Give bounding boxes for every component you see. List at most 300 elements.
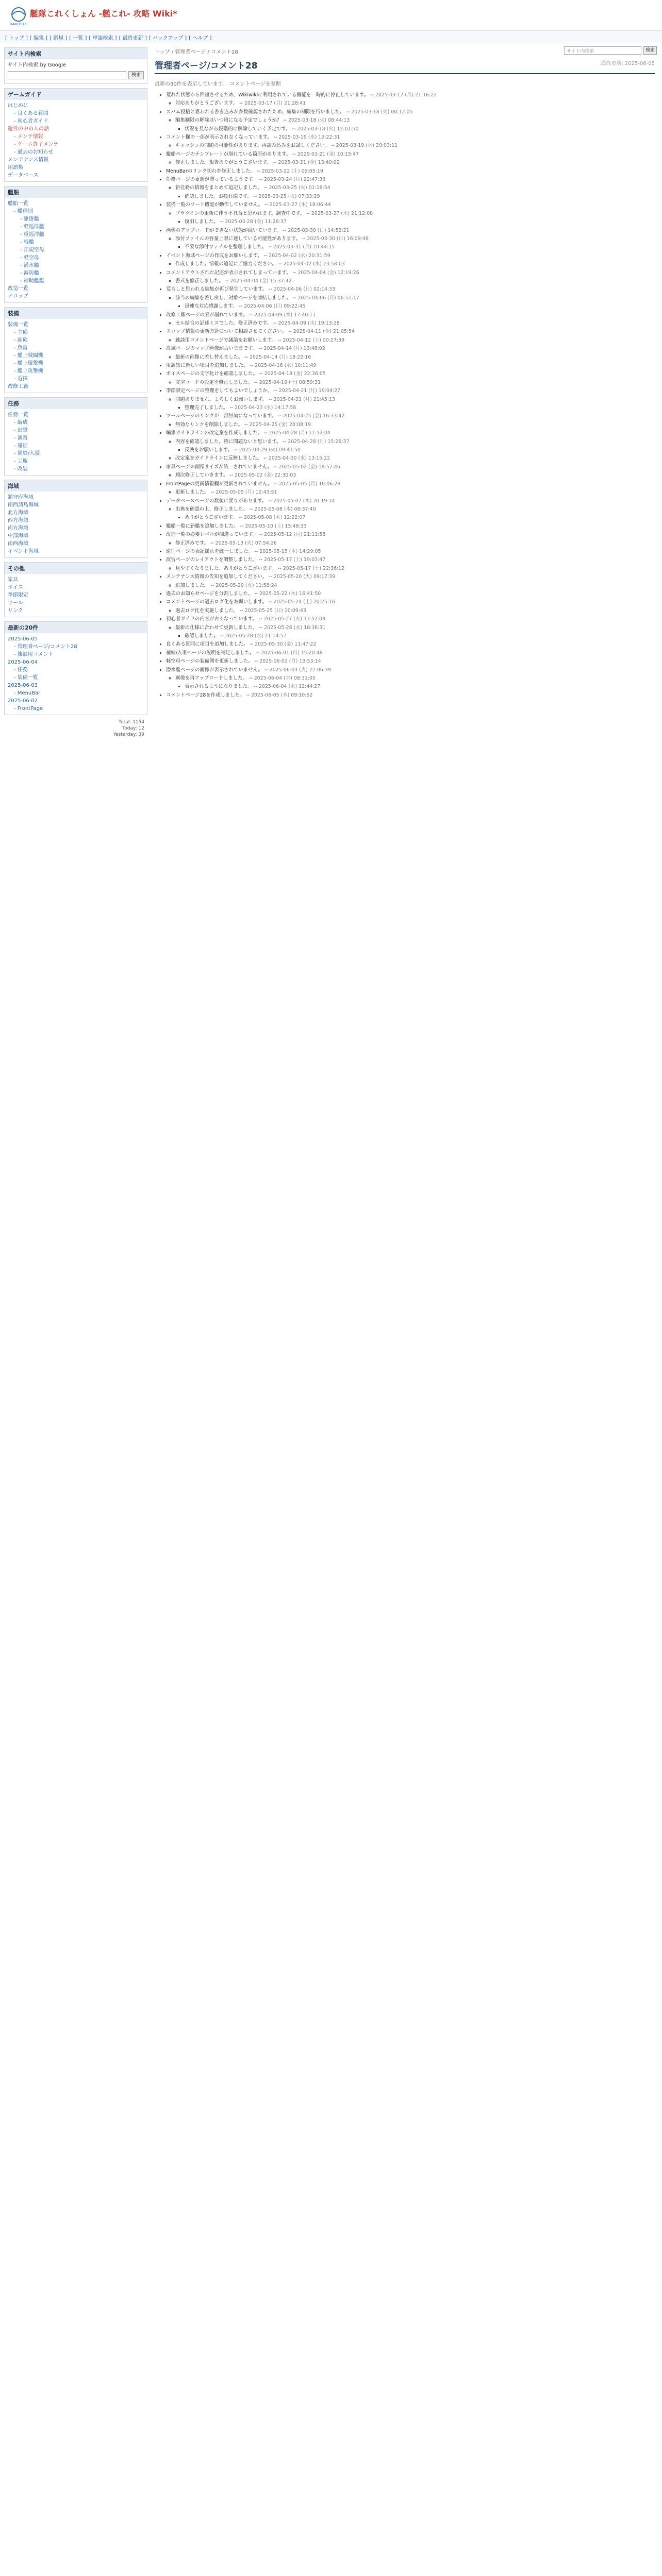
sidebar-item-link[interactable]: ボイス — [8, 585, 23, 590]
sidebar-item-link[interactable]: - 初心者ガイド — [14, 118, 48, 124]
comment-item — [166, 269, 655, 285]
comment-timestamp: 2025-06-03 (火) 22:06:39 — [269, 667, 331, 673]
header-search-button[interactable]: 検索 — [643, 46, 657, 55]
comment-text: 確認しました。お疲れ様です。 -- — [185, 193, 259, 199]
sidebar-item-link[interactable]: - 管理者ページ/コメント28 — [14, 644, 77, 650]
comment-text: ボイスページの文字化けを確認しました。 -- — [166, 371, 264, 377]
topnav-item[interactable]: [ バックアップ ] — [148, 36, 187, 41]
sidebar-block — [4, 88, 147, 182]
sidebar-item[interactable] — [8, 576, 144, 584]
comment-item — [175, 336, 655, 344]
logo-text: KANCOLLE — [10, 23, 27, 26]
sidebar-item[interactable] — [8, 643, 144, 651]
comment-timestamp: 2025-03-28 (金) 11:26:37 — [225, 219, 287, 225]
sidebar-item[interactable] — [8, 532, 144, 540]
sidebar-item[interactable] — [8, 465, 144, 473]
comment-item — [185, 218, 655, 226]
comment-item — [175, 210, 655, 226]
sidebar-item-link[interactable]: - 過去のお知らせ — [14, 149, 54, 155]
comment-timestamp: 2025-06-05 (木) 09:10:52 — [251, 692, 313, 698]
comment-text: コメントページ28を作成しました。 -- — [166, 692, 252, 698]
comment-timestamp: 2025-05-12 (月) 21:11:58 — [264, 532, 326, 538]
comment-timestamp: 2025-04-16 (水) 10:11:49 — [255, 363, 317, 368]
comment-item — [175, 674, 655, 691]
comment-text: 画像のアップロードができない状態が続いています。 -- — [166, 227, 288, 233]
comment-text: ありがとうございます。 -- — [185, 515, 244, 521]
sidebar-item[interactable] — [8, 223, 144, 231]
comment-text: 出典を確認の上、修正しました。 -- — [175, 506, 255, 512]
comment-text: 不要な添付ファイルを整理しました。 -- — [185, 244, 273, 250]
comment-item — [175, 353, 655, 361]
comment-item — [175, 454, 655, 462]
comment-item — [175, 184, 655, 200]
page-tools: 最終更新: 2025-06-05 — [601, 61, 655, 66]
comment-text: MenuBarのリンク切れを修正しました。 -- — [166, 168, 262, 174]
comment-text: ドロップ情報の更新方針について相談させてください。 -- — [166, 329, 293, 335]
sidebar-item-link[interactable]: - 駆逐艦 — [20, 216, 39, 222]
sidebar-item[interactable] — [8, 501, 144, 509]
comment-timestamp: 2025-04-23 (水) 14:17:58 — [235, 405, 296, 411]
sidebar-item[interactable] — [8, 262, 144, 269]
comment-timestamp: 2025-04-06 (日) 02:14:33 — [273, 286, 336, 293]
comment-item — [166, 285, 655, 310]
sidebar-item-link[interactable]: - ゲーム終了メンテ — [14, 142, 59, 147]
sidebar-block — [4, 397, 147, 476]
sidebar-item[interactable] — [8, 419, 144, 427]
sidebar-item[interactable] — [8, 254, 144, 262]
topnav-item[interactable]: [ トップ ] — [5, 36, 28, 41]
sidebar-item[interactable] — [8, 246, 144, 254]
sidebar-item[interactable] — [8, 117, 144, 125]
comment-timestamp: 2025-05-08 (木) 08:37:40 — [254, 506, 316, 512]
comment-text: 添付ファイルの容量上限に達している可能性があります。 -- — [175, 235, 307, 242]
comment-timestamp: 2025-04-28 (月) 11:52:04 — [269, 430, 330, 436]
comment-timestamp: 2025-04-02 (水) 20:31:59 — [269, 252, 330, 259]
comment-text: 追加しました。 -- — [175, 582, 216, 588]
sidebar-item-link[interactable]: はじめに — [8, 103, 28, 109]
comment-timestamp: 2025-04-14 (月) 13:48:02 — [263, 346, 325, 352]
comment-timestamp: 2025-05-22 (木) 16:41:50 — [259, 590, 321, 597]
comment-item — [175, 294, 655, 311]
sidebar-item[interactable] — [8, 697, 144, 705]
sidebar-item-link[interactable]: - 副砲 — [14, 337, 28, 343]
site-header — [0, 0, 662, 31]
sidebar-item-link[interactable]: - 艦上爆撃機 — [14, 361, 43, 366]
sidebar-item[interactable] — [8, 548, 144, 555]
comment-item — [166, 522, 655, 530]
comment-text: 改造一覧の必要レベルが間違っています。 -- — [166, 532, 264, 538]
comment-text: 確認しました。 -- — [185, 633, 225, 639]
sidebar-item-link[interactable]: - 補給/入渠 — [14, 451, 40, 456]
sidebar-item[interactable] — [8, 148, 144, 156]
sidebar-item[interactable] — [8, 293, 144, 300]
sidebar-item-link[interactable]: - 重巡洋艦 — [20, 232, 44, 238]
sidebar-item-link[interactable]: - 電探 — [14, 376, 28, 382]
comment-timestamp: 2025-06-01 (日) 15:20:48 — [261, 650, 323, 656]
sidebar-item-link[interactable]: - 装備一覧 — [14, 675, 38, 681]
comment-timestamp: 2025-04-02 (水) 23:58:03 — [283, 261, 345, 267]
comment-page-info: 最新の30件を表示しています。 コメントページを参照 — [155, 81, 281, 87]
sidebar-item-link[interactable]: - 艦上攻撃機 — [14, 368, 43, 374]
comment-text: 最新の仕様に合わせて更新しました。 -- — [175, 624, 264, 631]
comment-timestamp: 2025-06-04 (水) 12:44:27 — [258, 684, 321, 690]
sidebar-item-link[interactable]: 装備一覧 — [8, 322, 28, 328]
comment-timestamp: 2025-05-25 (日) 10:09:43 — [244, 607, 306, 614]
comment-text: 家具ページの画像サイズが統一されていません。 -- — [166, 464, 279, 470]
sidebar-item-link[interactable]: - 出撃 — [14, 428, 28, 433]
sidebar-item-link[interactable]: - 補助艦艇 — [20, 278, 44, 284]
comment-text: 反映をお願いします。 -- — [185, 447, 239, 453]
sidebar-item-link[interactable]: - 遠征 — [14, 443, 28, 449]
sidebar-item[interactable] — [8, 442, 144, 450]
comment-timestamp: 2025-03-18 (火) 12:01:50 — [297, 126, 359, 132]
sidebar-item[interactable] — [8, 517, 144, 524]
comment-text: 艦船ページのテンプレートが崩れている箇所があります。 -- — [166, 151, 297, 157]
comment-text: データベースページの数値に誤りがあります。 -- — [166, 498, 274, 504]
comment-text: 改修工廠ページの表が崩れています。 -- — [166, 312, 255, 318]
comment-timestamp: 2025-03-17 (月) 21:16:22 — [375, 92, 437, 98]
sidebar-item-link[interactable]: - 演習 — [14, 435, 28, 441]
comment-timestamp: 2025-04-29 (火) 09:41:50 — [239, 447, 301, 453]
sidebar-block — [4, 562, 147, 617]
sidebar-item[interactable] — [8, 651, 144, 658]
main-content — [155, 47, 655, 700]
comment-timestamp: 2025-05-20 (火) 09:17:39 — [273, 574, 336, 580]
comment-text: 改定案をガイドラインに反映しました。 -- — [175, 455, 269, 462]
comment-text: 見やすくなりました。ありがとうございます。 -- — [175, 565, 283, 571]
sidebar-item[interactable] — [8, 102, 144, 110]
sidebar-item-link[interactable]: 2025-06-03 — [8, 683, 38, 688]
topnav-item[interactable]: [ 単語検索 ] — [89, 36, 117, 41]
header-search-input[interactable]: サイト内検索 — [564, 46, 641, 55]
comment-timestamp: 2025-05-15 (木) 14:29:05 — [259, 548, 321, 554]
sidebar-item-link[interactable]: - 魚雷 — [14, 345, 28, 351]
sidebar — [4, 47, 147, 738]
comment-item — [175, 99, 655, 107]
sidebar-item-link[interactable]: - 正規空母 — [20, 247, 44, 253]
sidebar-item-link[interactable]: 運営の中の人の話 — [8, 126, 49, 132]
comment-timestamp: 2025-05-24 (土) 20:25:16 — [273, 599, 335, 605]
comment-item — [166, 370, 655, 386]
comment-timestamp: 2025-03-27 (木) 21:12:08 — [311, 210, 373, 216]
sidebar-item[interactable] — [8, 540, 144, 548]
sidebar-item-link[interactable]: イベント海域 — [8, 549, 39, 554]
sidebar-item-link[interactable]: - 海防艦 — [20, 270, 39, 276]
comment-text: 内容を確認しました。特に問題ないと思います。 -- — [175, 438, 288, 445]
comment-text: 問題ありません。よろしくお願いします。 -- — [175, 396, 274, 402]
comment-item — [166, 176, 655, 200]
comment-timestamp: 2025-03-18 (火) 08:44:13 — [288, 117, 350, 124]
sidebar-item-link[interactable]: 南西海域 — [8, 541, 28, 547]
sidebar-item[interactable] — [8, 172, 144, 179]
sidebar-block — [4, 186, 147, 303]
sidebar-item-link[interactable]: - 改装 — [14, 466, 28, 472]
comment-text: FrontPageの更新情報欄が更新されていません。 -- — [166, 481, 279, 487]
comment-text: キャッシュの問題の可能性があります。再読み込みをお試しください。 -- — [175, 143, 336, 149]
comment-text: 書式を修正しました。 -- — [175, 278, 230, 284]
sidebar-item-link[interactable]: - 軽空母 — [20, 255, 39, 261]
sidebar-item[interactable] — [8, 682, 144, 689]
topnav-item[interactable]: [ ヘルプ ] — [189, 36, 212, 41]
comment-item — [166, 615, 655, 640]
comment-timestamp: 2025-05-30 (金) 11:47:22 — [255, 641, 317, 648]
comment-item — [166, 108, 655, 133]
comment-item — [166, 548, 655, 555]
sidebar-item-link[interactable]: ドロップ — [8, 294, 28, 299]
sidebar-block — [4, 307, 147, 393]
sidebar-item-link[interactable]: - 戦艦 — [20, 240, 34, 245]
comment-text: コメントアウトされた記述が表示されてしまっています。 -- — [166, 269, 298, 276]
sidebar-block-title: 艦船 — [5, 187, 147, 198]
topnav-item[interactable]: [ 最終更新 ] — [119, 36, 147, 41]
comment-item — [175, 539, 655, 547]
comment-text: 初心者ガイドの内容が古くなっています。 -- — [166, 616, 264, 622]
sidebar-search-title: サイト内検索 — [5, 48, 147, 59]
comment-timestamp: 2025-04-06 (日) 06:51:17 — [297, 295, 359, 301]
comment-timestamp: 2025-03-24 (月) 22:47:36 — [263, 177, 326, 183]
comment-timestamp: 2025-04-19 (土) 08:59:31 — [259, 379, 321, 385]
comment-item — [175, 260, 655, 268]
sidebar-item[interactable] — [8, 367, 144, 375]
comment-timestamp: 2025-03-27 (木) 18:06:44 — [269, 202, 331, 208]
sidebar-item[interactable] — [8, 239, 144, 246]
comment-text: 無効なリンクを削除しました。 -- — [175, 421, 250, 428]
sidebar-item-link[interactable]: - 雑談用コメント — [14, 652, 54, 657]
comment-timestamp: 2025-05-02 (金) 18:57:46 — [278, 464, 340, 470]
sidebar-item[interactable] — [8, 584, 144, 591]
sidebar-item-link[interactable]: - メンテ情報 — [14, 134, 43, 140]
sidebar-item[interactable] — [8, 607, 144, 615]
comment-timestamp: 2025-05-08 (木) 12:22:07 — [244, 515, 306, 521]
topnav-item[interactable]: [ 新規 ] — [49, 36, 68, 41]
sidebar-item[interactable] — [8, 494, 144, 501]
comment-text: 良くある質問に項目を追加しました。 -- — [166, 641, 255, 648]
comment-text: 編集制限の解除はいつ頃になる予定でしょうか？ -- — [175, 117, 288, 124]
comment-item — [185, 446, 655, 454]
comment-timestamp: 2025-04-30 (水) 13:15:22 — [268, 455, 330, 462]
comment-item — [166, 480, 655, 497]
sidebar-item-link[interactable]: 南西諸島海域 — [8, 502, 39, 508]
sidebar-item[interactable] — [8, 591, 144, 599]
comment-text: 過去ログ化を実施しました。 -- — [175, 607, 245, 614]
visit-counter — [4, 719, 147, 738]
comment-timestamp: 2025-03-25 (火) 01:18:54 — [269, 185, 330, 191]
comment-item — [166, 531, 655, 547]
sidebar-item[interactable] — [8, 360, 144, 367]
comment-item — [166, 345, 655, 361]
sidebar-item-link[interactable]: - 主砲 — [14, 330, 28, 335]
sidebar-item-link[interactable]: - MenuBar — [14, 690, 41, 696]
comment-text: 修正済みです。 -- — [175, 540, 216, 546]
comment-item — [166, 590, 655, 598]
sidebar-item-link[interactable]: - 任務 — [14, 667, 28, 673]
comment-item — [166, 657, 655, 665]
sidebar-item[interactable] — [8, 705, 144, 713]
sidebar-item[interactable] — [8, 674, 144, 682]
comment-item — [166, 201, 655, 226]
sidebar-item-link[interactable]: 西方海域 — [8, 518, 28, 523]
comment-text: 荒らしと思われる編集が再び発生しています。 -- — [166, 286, 274, 293]
comment-timestamp: 2025-03-30 (日) 14:52:21 — [288, 227, 350, 233]
comment-text: 過去のお知らせページを分割しました。 -- — [166, 590, 260, 597]
comment-timestamp: 2025-03-25 (火) 07:33:29 — [258, 193, 320, 199]
sidebar-item-link[interactable]: 中部海域 — [8, 533, 28, 539]
comment-item — [175, 565, 655, 572]
comment-item — [175, 505, 655, 522]
sidebar-item[interactable] — [8, 277, 144, 285]
top-navigation — [0, 31, 662, 43]
sidebar-item-link[interactable]: - 艦上戦闘機 — [14, 353, 43, 359]
comment-item — [166, 556, 655, 572]
sidebar-search-subtitle: サイト内検索 by Google — [8, 62, 67, 68]
comment-item — [185, 404, 655, 412]
comment-timestamp: 2025-04-09 (水) 17:40:11 — [254, 312, 316, 318]
comment-text: メンテナンス情報の告知を追加してください。 -- — [166, 574, 274, 580]
sidebar-item[interactable] — [8, 215, 144, 223]
sidebar-item[interactable] — [8, 635, 144, 643]
sidebar-item[interactable] — [8, 231, 144, 239]
comment-timestamp: 2025-05-27 (火) 13:52:08 — [263, 616, 326, 622]
sidebar-item[interactable] — [8, 125, 144, 133]
sidebar-item[interactable] — [8, 200, 144, 208]
sidebar-item[interactable] — [8, 658, 144, 666]
comment-item — [175, 582, 655, 589]
comment-item — [185, 193, 655, 200]
comment-timestamp: 2025-03-31 (月) 10:44:15 — [273, 244, 335, 250]
comment-timestamp: 2025-04-06 (日) 09:22:45 — [244, 303, 306, 310]
sidebar-item-link[interactable]: - 軽巡洋艦 — [20, 224, 44, 230]
sidebar-item-link[interactable]: 用語集 — [8, 165, 23, 171]
comment-text: 整理完了しました。 -- — [185, 405, 235, 411]
sidebar-item-link[interactable]: データベース — [8, 173, 39, 178]
site-title-text: 艦隊これくしょん -艦これ- 攻略 Wiki* — [30, 9, 177, 19]
sidebar-item[interactable] — [8, 411, 144, 419]
sidebar-item-link[interactable]: 2025-06-02 — [8, 698, 38, 704]
sidebar-item[interactable] — [8, 599, 144, 607]
sidebar-block-title: その他 — [5, 563, 147, 574]
sidebar-item-link[interactable]: 2025-06-05 — [8, 636, 38, 642]
comment-item — [166, 598, 655, 615]
comment-text: 演習ページのレイアウトを調整しました。 -- — [166, 557, 264, 563]
topnav-item[interactable]: [ 編集 ] — [29, 36, 48, 41]
counter-line: Today: 12 — [122, 726, 144, 731]
site-logo[interactable] — [7, 4, 30, 27]
sidebar-item[interactable] — [8, 156, 144, 164]
sidebar-item[interactable] — [8, 689, 144, 697]
comment-item — [166, 497, 655, 522]
comment-text: プラグインの更新に伴う不具合と思われます。調査中です。 -- — [175, 210, 311, 216]
sidebar-item-link[interactable]: メンテナンス情報 — [8, 157, 49, 163]
comment-text: スパム投稿と思われる書き込みが多数確認されたため、編集の制限を行いました。 -- — [166, 109, 352, 115]
comment-text: 作成しました。情報の追記にご協力ください。 -- — [175, 261, 284, 267]
comment-item — [166, 649, 655, 657]
comment-text: 海域ページのマップ画像が古いままです。 -- — [166, 346, 264, 352]
sidebar-item-link[interactable]: ツール — [8, 600, 23, 606]
sidebar-item[interactable] — [8, 321, 144, 329]
sidebar-item[interactable] — [8, 457, 144, 465]
comment-text: ツールページのリンクが一部無効になっています。 -- — [166, 413, 284, 419]
site-title[interactable] — [30, 7, 177, 19]
comment-timestamp: 2025-05-13 (火) 07:54:26 — [215, 540, 277, 546]
comment-item — [166, 167, 655, 175]
sidebar-item-link[interactable]: 2025-06-04 — [8, 659, 38, 665]
sidebar-item[interactable] — [8, 450, 144, 457]
sidebar-block-title: 装備 — [5, 308, 147, 319]
comment-timestamp: 2025-03-21 (金) 10:15:47 — [297, 151, 359, 157]
comment-text: 順次修正していきます。 -- — [175, 472, 235, 479]
sidebar-item[interactable] — [8, 666, 144, 674]
sidebar-item[interactable] — [8, 208, 144, 215]
comment-text: 雑談用コメントページで議論をお願いします。 -- — [175, 337, 283, 343]
sidebar-item[interactable] — [8, 164, 144, 172]
sidebar-item-link[interactable]: 任務一覧 — [8, 412, 28, 418]
sidebar-item-link[interactable]: - 潜水艦 — [20, 263, 39, 268]
comment-timestamp: 2025-04-09 (水) 19:13:28 — [278, 320, 340, 326]
topnav-item[interactable]: [ 一覧 ] — [69, 36, 87, 41]
sidebar-item-link[interactable]: - 艦種別 — [14, 209, 33, 214]
sidebar-item[interactable] — [8, 344, 144, 352]
sidebar-item-link[interactable]: - 良くある質問 — [14, 111, 48, 116]
sidebar-item[interactable] — [8, 336, 144, 344]
sidebar-item[interactable] — [8, 434, 144, 442]
sidebar-item[interactable] — [8, 383, 144, 391]
comment-item — [185, 125, 655, 133]
sidebar-item[interactable] — [8, 524, 144, 532]
sidebar-item-link[interactable]: - FrontPage — [14, 706, 43, 711]
sidebar-item[interactable] — [8, 141, 144, 148]
sidebar-item-link[interactable]: 北方海域 — [8, 510, 28, 516]
sidebar-item-link[interactable]: 季節限定 — [8, 592, 28, 598]
comment-text: 季節限定ページの整理をしてもよいでしょうか。 -- — [166, 388, 279, 394]
sidebar-item[interactable] — [8, 352, 144, 360]
sidebar-item[interactable] — [8, 133, 144, 141]
sidebar-item[interactable] — [8, 269, 144, 277]
comment-timestamp: 2025-05-10 (土) 15:48:33 — [245, 523, 307, 529]
sidebar-item[interactable] — [8, 329, 144, 336]
sidebar-item-link[interactable]: 鎮守府海域 — [8, 495, 34, 500]
comment-timestamp: 2025-03-30 (日) 16:09:48 — [307, 235, 369, 242]
comment-item — [175, 396, 655, 412]
comment-item — [166, 362, 655, 369]
sidebar-item-link[interactable]: - 編成 — [14, 420, 28, 426]
comment-item — [175, 624, 655, 640]
sidebar-item[interactable] — [8, 285, 144, 293]
comment-timestamp: 2025-03-22 (土) 09:05:19 — [261, 168, 323, 174]
sidebar-item[interactable] — [8, 110, 144, 117]
comment-list — [155, 91, 655, 699]
sidebar-item-link[interactable]: 改造一覧 — [8, 286, 28, 292]
sidebar-item[interactable] — [8, 427, 144, 434]
sidebar-search-input[interactable] — [8, 71, 126, 79]
comment-item — [185, 514, 655, 521]
sidebar-item-link[interactable]: 南方海域 — [8, 526, 28, 531]
sidebar-item-link[interactable]: リンク — [8, 608, 23, 614]
comment-text: 艦船一覧に新艦を追加しました。 -- — [166, 523, 245, 529]
comment-timestamp: 2025-04-14 (月) 18:22:16 — [249, 354, 311, 360]
sidebar-item-link[interactable]: 艦船一覧 — [8, 201, 28, 207]
comment-item — [175, 235, 655, 251]
comment-item — [166, 691, 655, 699]
sidebar-item-link[interactable]: 改修工廠 — [8, 384, 28, 389]
comment-item — [166, 133, 655, 150]
sidebar-item[interactable] — [8, 509, 144, 517]
sidebar-search-button[interactable]: 検索 — [128, 71, 144, 79]
sidebar-item-link[interactable]: - 工廠 — [14, 459, 28, 464]
sidebar-item-link[interactable]: 家具 — [8, 577, 18, 583]
comment-timestamp: 2025-03-21 (金) 13:40:02 — [278, 160, 340, 166]
comment-text: 表示されるようになりました。 -- — [185, 684, 259, 690]
sidebar-item[interactable] — [8, 375, 144, 383]
